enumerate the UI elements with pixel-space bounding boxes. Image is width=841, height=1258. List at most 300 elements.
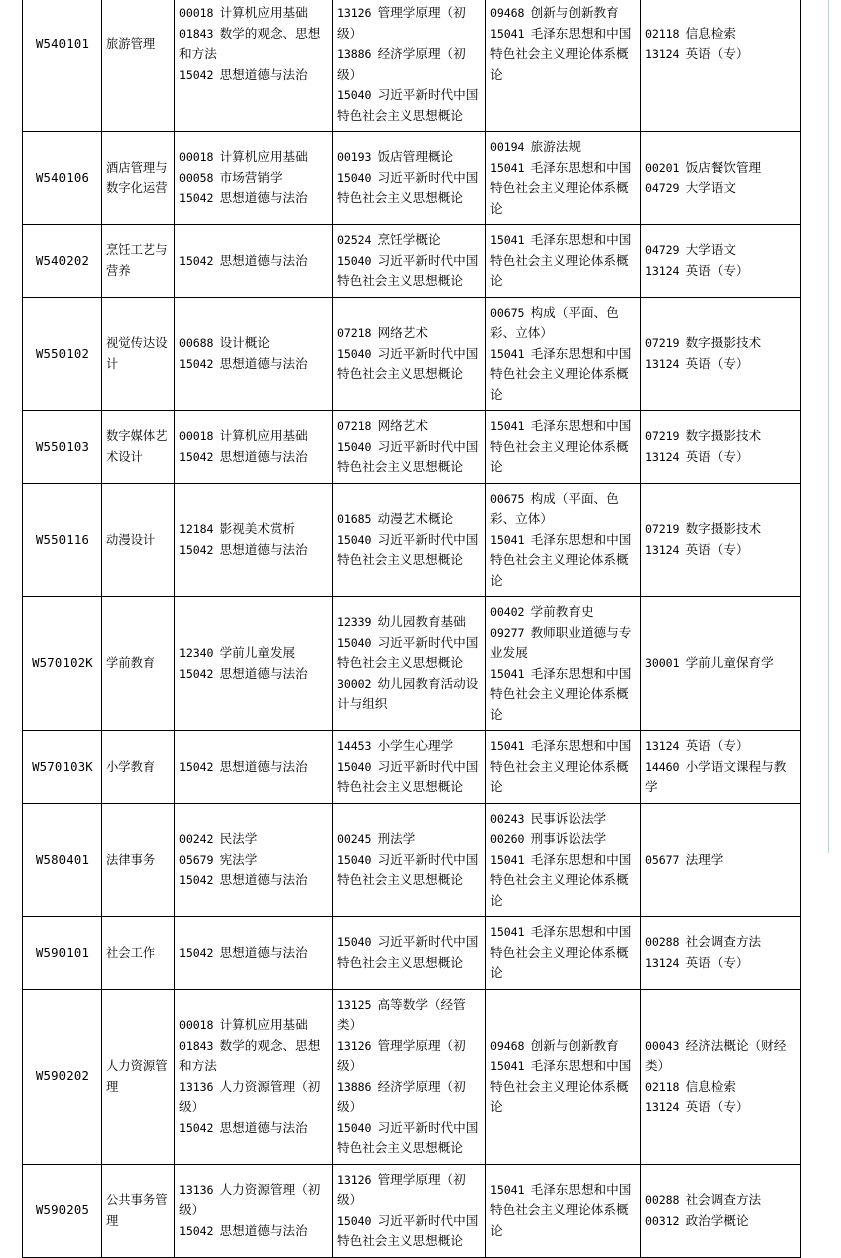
subject-entry	[645, 44, 797, 65]
subject-entry	[179, 147, 329, 168]
subject-name: 影视美术赏析	[219, 521, 296, 537]
subject-entry	[645, 261, 797, 282]
major-code-cell: W590205	[23, 1164, 102, 1257]
major-code-cell: W590101	[23, 917, 102, 990]
subject-code: 15040	[337, 253, 372, 268]
subject-name: 毛泽东思想和中国特色社会主义理论体系概论	[490, 851, 632, 908]
subject-name: 思想道德与法治	[219, 665, 308, 681]
subject-entry	[179, 664, 329, 685]
session-3-cell	[486, 597, 641, 731]
subject-name: 设计概论	[219, 335, 270, 351]
subject-code: 13136	[179, 1182, 214, 1197]
subject-code: 15041	[490, 1182, 525, 1197]
subject-code: 09468	[490, 6, 525, 20]
subject-name: 幼儿园教育活动设计与组织	[337, 675, 479, 712]
subject-entry	[337, 829, 482, 850]
subject-entry	[337, 612, 482, 633]
subject-entry	[337, 736, 482, 757]
subject-code: 15040	[337, 88, 372, 102]
subject-entry	[179, 1221, 329, 1242]
session-3-cell	[486, 297, 641, 411]
subject-entry	[645, 1077, 797, 1098]
subject-code: 13124	[645, 542, 680, 557]
subject-entry	[645, 240, 797, 261]
subject-code: 13124	[645, 356, 680, 371]
subject-name: 数学的观念、思想和方法	[179, 25, 321, 61]
subject-code: 15041	[490, 925, 525, 939]
subject-code: 07218	[337, 419, 372, 433]
session-2-cell	[333, 597, 486, 731]
subject-entry	[490, 1180, 637, 1242]
subject-code: 15041	[490, 419, 525, 433]
subject-code: 15041	[490, 160, 525, 175]
subject-entry	[179, 354, 329, 375]
session-4-cell	[641, 0, 801, 132]
subject-name: 大学语文	[685, 180, 736, 195]
subject-code: 15041	[490, 739, 525, 753]
subject-name: 习近平新时代中国特色社会主义思想概论	[337, 634, 479, 671]
exam-schedule-table	[22, 0, 801, 1258]
subject-name: 管理学原理（初级）	[337, 5, 466, 41]
subject-name: 市场营销学	[219, 169, 283, 185]
subject-name: 英语（专）	[685, 954, 749, 970]
subject-entry	[490, 829, 637, 850]
subject-entry	[490, 736, 637, 798]
subject-name: 思想道德与法治	[219, 944, 308, 960]
subject-code: 15040	[337, 532, 372, 547]
subject-code: 13124	[645, 1100, 680, 1114]
session-1-cell	[175, 297, 333, 411]
session-4-cell	[641, 731, 801, 804]
subject-entry	[337, 1170, 482, 1211]
subject-entry	[337, 344, 482, 385]
subject-code: 12339	[337, 615, 372, 630]
subject-entry	[490, 850, 637, 912]
session-2-cell	[333, 297, 486, 411]
subject-entry	[179, 519, 329, 540]
subject-entry	[337, 757, 482, 798]
session-2-cell	[333, 411, 486, 484]
subject-entry	[490, 416, 637, 478]
subject-code: 15042	[179, 759, 214, 774]
subject-name: 毛泽东思想和中国特色社会主义理论体系概论	[490, 1181, 632, 1238]
subject-entry	[179, 333, 329, 354]
subject-name: 英语（专）	[685, 541, 749, 557]
session-3-cell	[486, 411, 641, 484]
subject-entry	[645, 1190, 797, 1211]
session-3-cell	[486, 132, 641, 225]
subject-entry	[337, 1118, 482, 1159]
subject-code: 00288	[645, 935, 680, 950]
subject-name: 计算机应用基础	[219, 5, 308, 20]
subject-code: 02118	[645, 1079, 680, 1094]
table-row	[23, 731, 801, 804]
subject-name: 英语（专）	[685, 738, 749, 753]
session-4-cell	[641, 989, 801, 1164]
subject-code: 15041	[490, 666, 525, 681]
subject-entry	[337, 509, 482, 530]
subject-name: 毛泽东思想和中国特色社会主义理论体系概论	[490, 232, 632, 288]
table-row	[23, 483, 801, 597]
subject-code: 15041	[490, 346, 525, 361]
subject-name: 信息检索	[685, 25, 736, 41]
subject-code: 15042	[179, 1120, 214, 1135]
subject-code: 13126	[337, 1172, 372, 1187]
subject-name: 习近平新时代中国特色社会主义思想概论	[337, 1212, 479, 1248]
session-1-cell	[175, 225, 333, 298]
subject-entry	[179, 24, 329, 65]
subject-entry	[645, 519, 797, 540]
subject-code: 07218	[337, 326, 372, 340]
subject-entry	[490, 623, 637, 664]
subject-name: 毛泽东思想和中国特色社会主义理论体系概论	[490, 738, 632, 794]
subject-code: 15040	[337, 935, 372, 950]
major-name-cell: 动漫设计	[102, 483, 175, 597]
subject-name: 习近平新时代中国特色社会主义思想概论	[337, 438, 479, 474]
subject-code: 00312	[645, 1213, 680, 1228]
subject-entry	[179, 251, 329, 272]
subject-name: 英语（专）	[685, 1099, 749, 1114]
subject-entry	[337, 323, 482, 344]
subject-name: 饭店管理概论	[377, 149, 454, 165]
subject-entry	[179, 829, 329, 850]
table-body	[23, 0, 801, 1257]
subject-entry	[337, 3, 482, 44]
major-name-cell: 酒店管理与数字化运营	[102, 132, 175, 225]
subject-name: 管理学原理（初级）	[337, 1037, 466, 1073]
subject-code: 13124	[645, 47, 680, 61]
session-2-cell	[333, 989, 486, 1164]
subject-name: 计算机应用基础	[219, 149, 308, 165]
major-name-cell: 视觉传达设计	[102, 297, 175, 411]
subject-entry	[337, 850, 482, 891]
major-name-cell: 人力资源管理	[102, 989, 175, 1164]
subject-name: 幼儿园教育基础	[377, 614, 466, 630]
session-1-cell	[175, 411, 333, 484]
session-3-cell	[486, 917, 641, 990]
subject-entry	[490, 344, 637, 406]
subject-entry	[337, 168, 482, 209]
subject-name: 毛泽东思想和中国特色社会主义理论体系概论	[490, 924, 632, 980]
subject-code: 07219	[645, 336, 680, 351]
subject-code: 15041	[490, 532, 525, 547]
subject-entry	[645, 178, 797, 199]
subject-name: 毛泽东思想和中国特色社会主义理论体系概论	[490, 159, 632, 216]
subject-entry	[490, 1056, 637, 1118]
session-2-cell	[333, 132, 486, 225]
subject-entry	[645, 736, 797, 757]
subject-entry	[645, 1097, 797, 1118]
subject-entry	[645, 426, 797, 447]
subject-name: 习近平新时代中国特色社会主义思想概论	[337, 934, 479, 970]
session-2-cell	[333, 803, 486, 917]
subject-code: 15041	[490, 852, 525, 867]
session-1-cell	[175, 0, 333, 132]
subject-entry	[337, 230, 482, 251]
table-row	[23, 297, 801, 411]
subject-code: 02118	[645, 26, 680, 41]
subject-entry	[179, 447, 329, 468]
subject-code: 00288	[645, 1193, 680, 1207]
subject-name: 毛泽东思想和中国特色社会主义理论体系概论	[490, 665, 632, 722]
subject-name: 民法学	[219, 831, 258, 846]
major-code-cell: W590202	[23, 989, 102, 1164]
subject-entry	[490, 664, 637, 726]
subject-name: 思想道德与法治	[219, 1222, 308, 1238]
session-3-cell	[486, 483, 641, 597]
subject-name: 学前儿童发展	[219, 645, 296, 660]
subject-name: 数学的观念、思想和方法	[179, 1037, 321, 1073]
session-4-cell	[641, 917, 801, 990]
subject-name: 习近平新时代中国特色社会主义思想概论	[337, 345, 479, 381]
session-4-cell	[641, 483, 801, 597]
subject-code: 15040	[337, 439, 372, 454]
subject-entry	[490, 809, 637, 830]
subject-name: 大学语文	[685, 242, 736, 258]
subject-entry	[645, 1036, 797, 1077]
major-name-cell: 旅游管理	[102, 0, 175, 132]
subject-name: 思想道德与法治	[219, 758, 308, 774]
subject-entry	[645, 653, 797, 674]
subject-code: 15040	[337, 759, 372, 774]
subject-entry	[337, 251, 482, 292]
subject-code: 15042	[179, 873, 214, 887]
subject-code: 01843	[179, 1038, 214, 1053]
subject-entry	[490, 3, 637, 24]
subject-entry	[490, 137, 637, 158]
exam-schedule-sheet	[22, 0, 800, 1258]
session-2-cell	[333, 0, 486, 132]
subject-name: 构成（平面、色彩、立体）	[490, 304, 619, 340]
subject-name: 动漫艺术概论	[377, 511, 454, 526]
subject-entry	[490, 530, 637, 592]
subject-code: 14453	[337, 739, 372, 753]
subject-entry	[337, 1211, 482, 1252]
subject-code: 15040	[337, 635, 372, 650]
subject-name: 毛泽东思想和中国特色社会主义理论体系概论	[490, 531, 632, 588]
subject-code: 12184	[179, 522, 214, 537]
subject-entry	[490, 303, 637, 344]
subject-code: 15040	[337, 852, 372, 867]
table-row	[23, 225, 801, 298]
major-code-cell: W540101	[23, 0, 102, 132]
subject-entry	[337, 437, 482, 478]
subject-entry	[645, 447, 797, 468]
subject-name: 英语（专）	[685, 355, 749, 371]
subject-name: 英语（专）	[685, 262, 749, 278]
subject-name: 毛泽东思想和中国特色社会主义理论体系概论	[490, 25, 632, 82]
subject-name: 高等数学（经管类）	[337, 996, 466, 1032]
subject-name: 思想道德与法治	[219, 252, 308, 268]
subject-name: 人力资源管理（初级）	[179, 1181, 321, 1218]
subject-name: 习近平新时代中国特色社会主义思想概论	[337, 851, 479, 887]
session-1-cell	[175, 483, 333, 597]
subject-code: 13126	[337, 1038, 372, 1053]
session-3-cell	[486, 989, 641, 1164]
subject-code: 13125	[337, 997, 372, 1012]
subject-entry	[645, 540, 797, 561]
session-3-cell	[486, 731, 641, 804]
subject-code: 14460	[645, 759, 680, 774]
subject-code: 13124	[645, 955, 680, 970]
subject-code: 15040	[337, 346, 372, 361]
subject-code: 00675	[490, 491, 525, 506]
subject-code: 30002	[337, 676, 372, 691]
subject-entry	[490, 922, 637, 984]
session-1-cell	[175, 803, 333, 917]
table-row	[23, 917, 801, 990]
subject-entry	[179, 1180, 329, 1221]
subject-name: 刑事诉讼法学	[530, 831, 607, 846]
major-name-cell: 公共事务管理	[102, 1164, 175, 1257]
subject-entry	[337, 932, 482, 973]
subject-entry	[337, 633, 482, 674]
subject-entry	[179, 643, 329, 664]
subject-name: 管理学原理（初级）	[337, 1171, 466, 1207]
subject-name: 饭店餐饮管理	[685, 159, 762, 175]
subject-name: 宪法学	[219, 851, 258, 867]
session-1-cell	[175, 597, 333, 731]
table-row	[23, 411, 801, 484]
subject-entry	[179, 943, 329, 964]
subject-code: 15042	[179, 191, 214, 206]
subject-code: 07219	[645, 429, 680, 444]
major-code-cell: W550116	[23, 483, 102, 597]
subject-name: 思想道德与法治	[219, 1119, 308, 1135]
subject-code: 13124	[645, 739, 680, 753]
subject-code: 15042	[179, 356, 214, 371]
subject-name: 信息检索	[685, 1078, 736, 1094]
subject-name: 政治学概论	[685, 1212, 749, 1228]
subject-entry	[645, 354, 797, 375]
subject-code: 09277	[490, 625, 525, 640]
subject-code: 15042	[179, 67, 214, 82]
subject-code: 15040	[337, 1120, 372, 1135]
subject-code: 15041	[490, 26, 525, 41]
subject-entry	[490, 602, 637, 623]
major-code-cell: W540202	[23, 225, 102, 298]
session-3-cell	[486, 1164, 641, 1257]
subject-entry	[490, 230, 637, 292]
subject-name: 经济法概论（财经类）	[645, 1037, 787, 1073]
subject-name: 思想道德与法治	[219, 66, 308, 82]
subject-name: 数字摄影技术	[685, 335, 762, 351]
subject-code: 04729	[645, 181, 680, 195]
session-3-cell	[486, 225, 641, 298]
subject-name: 思想道德与法治	[219, 541, 308, 557]
subject-name: 人力资源管理（初级）	[179, 1078, 321, 1114]
subject-entry	[337, 44, 482, 85]
session-2-cell	[333, 225, 486, 298]
table-row	[23, 1164, 801, 1257]
major-name-cell: 社会工作	[102, 917, 175, 990]
subject-entry	[490, 24, 637, 86]
subject-code: 15042	[179, 542, 214, 557]
table-row	[23, 0, 801, 132]
subject-entry	[337, 85, 482, 126]
subject-entry	[337, 530, 482, 571]
session-2-cell	[333, 483, 486, 597]
subject-code: 00242	[179, 832, 214, 846]
subject-name: 社会调查方法	[685, 1192, 762, 1207]
subject-entry	[337, 147, 482, 168]
major-code-cell: W540106	[23, 132, 102, 225]
session-4-cell	[641, 803, 801, 917]
subject-entry	[337, 1077, 482, 1118]
subject-entry	[179, 3, 329, 24]
subject-entry	[645, 757, 797, 798]
subject-code: 15042	[179, 666, 214, 681]
subject-entry	[179, 540, 329, 561]
subject-name: 小学语文课程与教学	[645, 758, 787, 794]
subject-entry	[337, 674, 482, 715]
subject-entry	[179, 1015, 329, 1036]
subject-entry	[645, 953, 797, 974]
subject-name: 构成（平面、色彩、立体）	[490, 490, 619, 526]
subject-code: 00018	[179, 150, 214, 165]
major-code-cell: W580401	[23, 803, 102, 917]
subject-code: 00058	[179, 170, 214, 185]
subject-name: 计算机应用基础	[219, 428, 308, 444]
subject-name: 烹饪学概论	[377, 232, 441, 247]
subject-name: 旅游法规	[530, 139, 581, 154]
subject-entry	[337, 1036, 482, 1077]
subject-code: 15042	[179, 253, 214, 268]
session-1-cell	[175, 1164, 333, 1257]
subject-code: 01843	[179, 26, 214, 41]
subject-code: 00402	[490, 605, 525, 619]
session-4-cell	[641, 225, 801, 298]
subject-name: 刑法学	[377, 831, 416, 846]
subject-name: 数字摄影技术	[685, 521, 762, 537]
subject-name: 毛泽东思想和中国特色社会主义理论体系概论	[490, 1058, 632, 1114]
subject-code: 00018	[179, 6, 214, 20]
subject-code: 15041	[490, 233, 525, 247]
major-name-cell: 学前教育	[102, 597, 175, 731]
page-margin-guide	[828, 0, 829, 853]
subject-code: 15042	[179, 1223, 214, 1238]
subject-code: 00193	[337, 150, 372, 165]
subject-name: 学前教育史	[530, 604, 594, 619]
major-name-cell: 烹饪工艺与营养	[102, 225, 175, 298]
subject-code: 05677	[645, 852, 680, 867]
subject-name: 习近平新时代中国特色社会主义思想概论	[337, 1119, 479, 1155]
subject-code: 09468	[490, 1038, 525, 1053]
subject-name: 教师职业道德与专业发展	[490, 624, 632, 660]
subject-entry	[490, 489, 637, 530]
subject-code: 07219	[645, 522, 680, 537]
subject-code: 00688	[179, 336, 214, 351]
major-name-cell: 法律事务	[102, 803, 175, 917]
subject-code: 02524	[337, 233, 372, 247]
session-4-cell	[641, 1164, 801, 1257]
subject-name: 学前儿童保育学	[685, 655, 774, 671]
subject-name: 网络艺术	[377, 418, 428, 433]
subject-code: 30001	[645, 656, 680, 671]
subject-code: 00675	[490, 305, 525, 320]
subject-name: 计算机应用基础	[219, 1017, 308, 1032]
subject-name: 法理学	[685, 851, 724, 867]
subject-code: 15042	[179, 449, 214, 464]
subject-code: 00194	[490, 140, 525, 154]
subject-code: 00243	[490, 811, 525, 826]
subject-name: 毛泽东思想和中国特色社会主义理论体系概论	[490, 345, 632, 402]
major-code-cell: W570103K	[23, 731, 102, 804]
subject-code: 13124	[645, 263, 680, 278]
subject-code: 00018	[179, 1018, 214, 1032]
subject-entry	[490, 158, 637, 220]
subject-code: 12340	[179, 646, 214, 660]
